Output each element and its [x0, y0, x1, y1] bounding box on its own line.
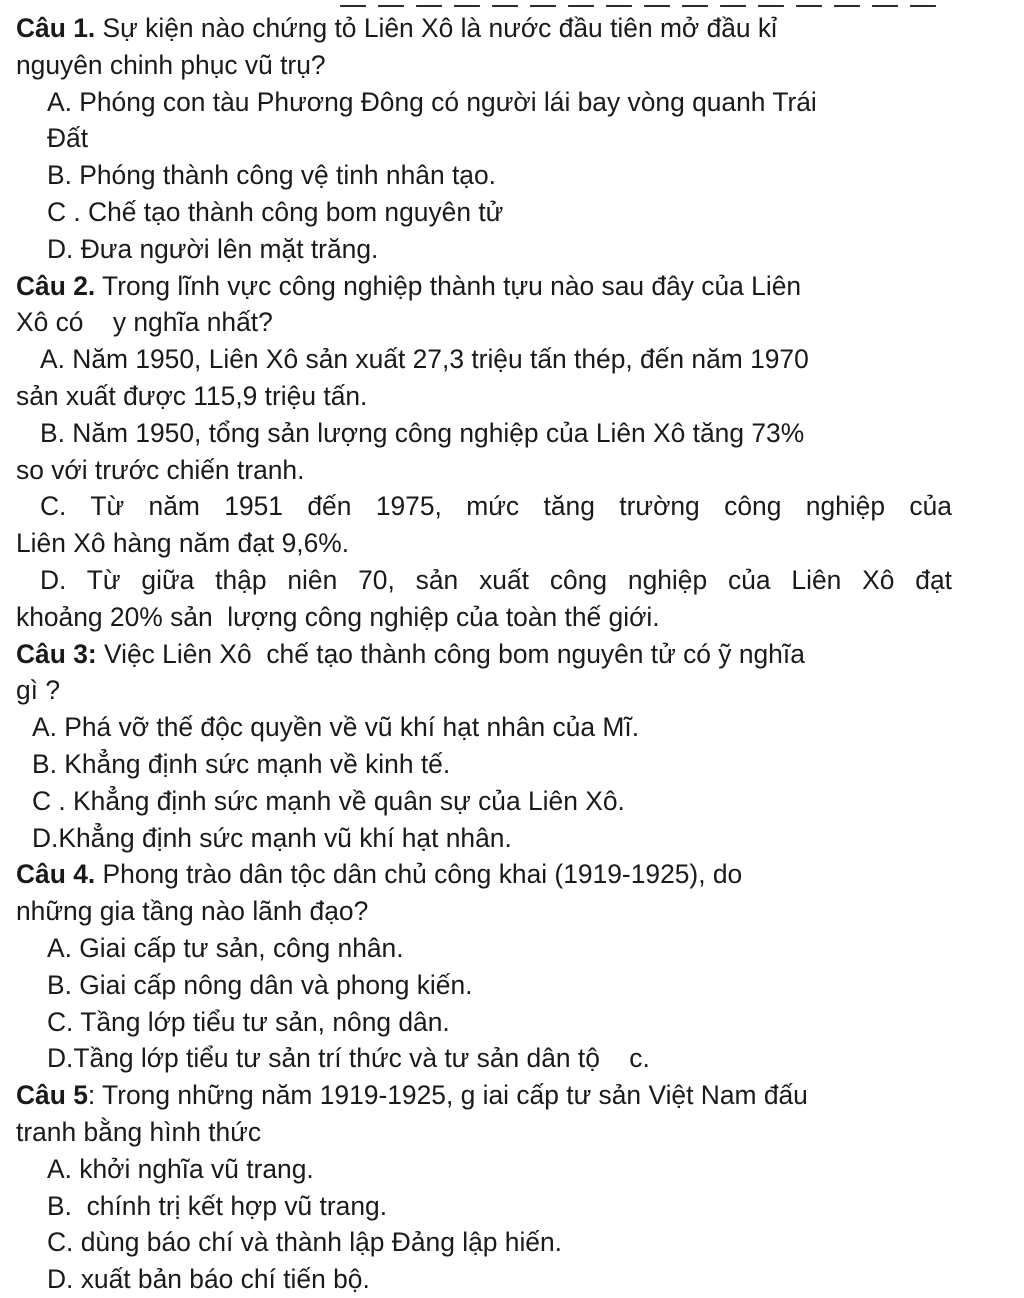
question-4-option-d: D.Tầng lớp tiểu tư sản trí thức và tư sản dân tộ c.: [47, 1043, 650, 1074]
question-3-stem-line-1: Câu 3: Việc Liên Xô chế tạo thành công bom nguyên tử có ỹ nghĩa: [16, 638, 805, 669]
question-1-option-d: D. Đưa người lên mặt trăng.: [47, 233, 379, 264]
question-1-stem-line-1: Câu 1. Sự kiện nào chứng tỏ Liên Xô là nước đầu tiên mở đầu kỉ: [16, 13, 777, 43]
question-5-option-b: B. chính trị kết hợp vũ trang.: [47, 1190, 388, 1221]
question-1-option-c: C . Chế tạo thành công bom nguyên tử: [47, 196, 504, 227]
question-2-label: Câu 2.: [16, 270, 96, 301]
quiz-sheet: [16, 10, 952, 1298]
question-4-option-a: A. Giai cấp tư sản, công nhân.: [47, 932, 404, 963]
question-5-option-d: D. xuất bản báo chí tiến bộ.: [47, 1264, 370, 1295]
question-1-stem-line-2: nguyên chinh phục vũ trụ?: [16, 49, 326, 80]
question-1-option-a-continued: Đất: [47, 123, 89, 154]
question-5-option-a: A. khởi nghĩa vũ trang.: [47, 1153, 314, 1184]
question-3-stem-line-2: gì ?: [16, 675, 61, 706]
question-2-option-a-continued: sản xuất được 115,9 triệu tấn.: [16, 380, 368, 411]
question-5-label: Câu 5: [16, 1080, 88, 1111]
question-3-option-d: D.Khẳng định sức mạnh vũ khí hạt nhân.: [32, 822, 512, 853]
question-4-stem-line-2: những gia tầng nào lãnh đạo?: [16, 896, 369, 927]
question-2-option-c-continued: Liên Xô hàng năm đạt 9,6%.: [16, 528, 350, 559]
question-3-option-b: B. Khẳng định sức mạnh về kinh tế.: [32, 748, 451, 779]
question-5-option-c: C. dùng báo chí và thành lập Đảng lập hiến.: [47, 1227, 562, 1258]
question-4-label: Câu 4.: [16, 859, 96, 890]
question-4-option-b: B. Giai cấp nông dân và phong kiến.: [47, 969, 473, 1000]
question-2-stem-line-1: Câu 2. Trong lĩnh vực công nghiệp thành tựu nào sau đây của Liên: [16, 270, 802, 301]
question-5-stem-line-1: Câu 5: Trong những năm 1919-1925, g iai cấp tư sản Việt Nam đấu: [16, 1080, 808, 1111]
question-4-option-c: C. Tầng lớp tiểu tư sản, nông dân.: [47, 1006, 450, 1037]
question-2-option-b: B. Năm 1950, tổng sản lượng công nghiệp của Liên Xô tăng 73%: [40, 417, 805, 448]
question-2-option-d-continued: khoảng 20% sản lượng công nghiệp của toàn thế giới.: [16, 601, 660, 632]
question-3-option-c: C . Khẳng định sức mạnh về quân sự của Liên Xô.: [32, 785, 625, 816]
question-4-stem-line-1: Câu 4. Phong trào dân tộc dân chủ công khai (1919-1925), do: [16, 859, 743, 890]
question-2-option-a: A. Năm 1950, Liên Xô sản xuất 27,3 triệu tấn thép, đến năm 1970: [40, 344, 809, 375]
cropped-header-remnant: [340, 0, 960, 7]
question-2-stem-line-2: Xô có y nghĩa nhất?: [16, 307, 273, 338]
question-3-option-a: A. Phá vỡ thế độc quyền về vũ khí hạt nhân của Mĩ.: [32, 712, 640, 743]
question-2-option-c: C. Từ năm 1951 đến 1975, mức tăng trường công nghiệp của: [40, 491, 952, 522]
question-1-option-a: A. Phóng con tàu Phương Đông có người lái bay vòng quanh Trái: [47, 86, 817, 117]
question-2-option-d: D. Từ giữa thập niên 70, sản xuất công nghiệp của Liên Xô đạt: [40, 564, 952, 595]
question-1-label: Câu 1.: [16, 13, 96, 43]
question-2-option-b-continued: so với trước chiến tranh.: [16, 454, 305, 485]
question-1-option-b: B. Phóng thành công vệ tinh nhân tạo.: [47, 160, 496, 191]
question-3-label: Câu 3:: [16, 638, 97, 669]
question-5-stem-line-2: tranh bằng hình thức: [16, 1116, 262, 1147]
